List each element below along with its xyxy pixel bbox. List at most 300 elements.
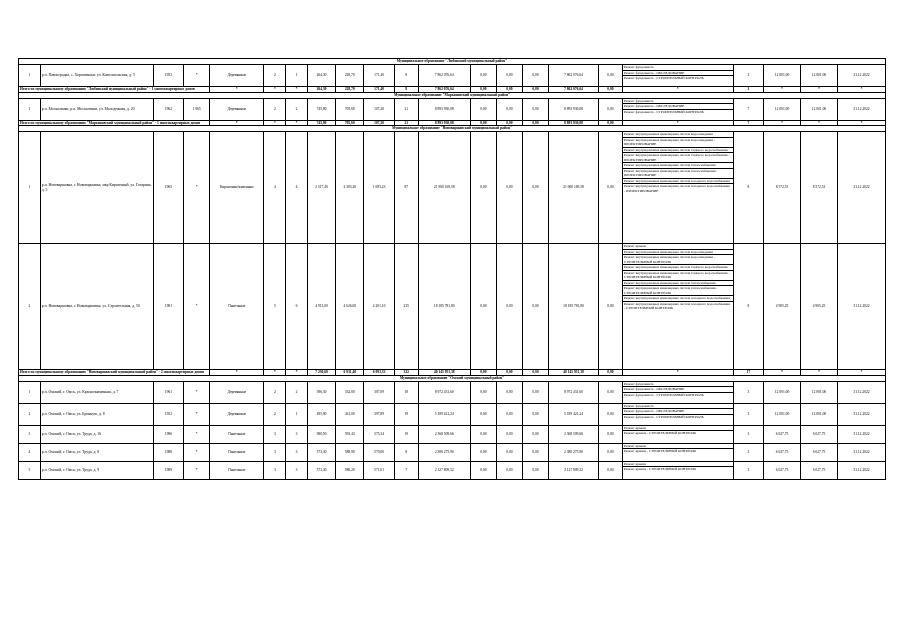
cell-entrances: 2 (286, 98, 308, 120)
table-row (19, 403, 886, 425)
table-row (19, 98, 886, 120)
cell-c3: 0,00 (522, 403, 548, 425)
cell-area: 580,50 (307, 425, 335, 443)
cell-n1: 3 (733, 65, 763, 87)
cell-floors: 3 (264, 461, 286, 479)
cell-c5: 0,00 (598, 425, 622, 443)
cell-c2: 0,00 (496, 461, 522, 479)
cell-c2: 0,00 (496, 381, 522, 403)
total-value: 322 (394, 370, 418, 376)
work-item: Ремонт фундамента - СТРОИТЕЛЬНЫЙ КОНТРОЛЬ (623, 109, 704, 114)
cell-n3: 4 905,25 (801, 244, 838, 370)
building-address: р.п. Омский, г. Омск, ул. Труда, д. 9 (40, 461, 153, 479)
cell-n3: 12 001,00 (801, 381, 838, 403)
cell-area: 573,30 (307, 461, 335, 479)
total-value: 8 893 930,08 (549, 120, 599, 126)
cell-area2: 431,00 (336, 403, 364, 425)
total-value: * (264, 87, 286, 93)
cell-area3: 570,00 (364, 443, 394, 461)
cell-cost: 8 893 930,08 (418, 98, 470, 120)
work-item: Ремонт фундамента - ОБСЛЕДОВАНИЕ (623, 71, 733, 77)
cell-area2: 4 626,00 (336, 244, 364, 370)
cell-date: 31.12.2022 (837, 443, 885, 461)
work-item: Ремонт фундамента - ОБСЛЕДОВАНИЕ (623, 104, 733, 110)
work-item: Ремонт внутридомовых инженерных систем теплоснабжения - ПРОЕКТИРОВАНИЕ (623, 169, 733, 179)
work-item: Ремонт внутридомовых инженерных систем теплоснабжения (623, 163, 733, 169)
total-value: * (837, 370, 885, 376)
cell-c1: 0,00 (470, 65, 496, 87)
total-value: * (210, 87, 264, 93)
cell-n1: 8 (733, 132, 763, 244)
total-value: * (286, 370, 308, 376)
work-item: Ремонт внутридомовых инженерных систем водоотведения - ПРОЕКТИРОВАНИЕ (623, 138, 733, 148)
cell-n3: 6 027,75 (801, 425, 838, 443)
cell-date: 31.12.2022 (837, 98, 885, 120)
work-item: Ремонт крыши (623, 462, 733, 468)
total-value: 745,80 (307, 120, 335, 126)
table-row (19, 381, 886, 403)
work-item: Ремонт внутридомовых инженерных систем горячего водоснабжения (623, 148, 733, 154)
cell-date: 31.12.2022 (837, 244, 885, 370)
cell-area3: 571,01 (364, 461, 394, 479)
cell-n2: 6 027,75 (764, 425, 801, 443)
cell-c4: 7 862 076,64 (549, 65, 599, 87)
row-number: 3 (19, 425, 41, 443)
table-row (19, 425, 886, 443)
total-value: * (210, 370, 264, 376)
cell-n2: 12 001,00 (764, 403, 801, 425)
cell-area3: 4 201,10 (364, 244, 394, 370)
cell-date: 31.12.2022 (837, 403, 885, 425)
cell-n3: 6 027,75 (801, 461, 838, 479)
cell-n3: 8 572,51 (801, 132, 838, 244)
cell-area3: 1 693,23 (364, 132, 394, 244)
cell-year2: * (184, 443, 210, 461)
work-item: Ремонт крыши (623, 426, 733, 432)
cell-entrances: 3 (286, 425, 308, 443)
work-item: Ремонт фундамента (623, 382, 733, 388)
cell-entrances: 4 (286, 132, 308, 244)
total-value: * (764, 87, 801, 93)
cell-year: 1981 (153, 244, 183, 370)
building-address: р.п. Павлоградка, с. Хорошеньки, ул. Комсомольская, д. 5 (40, 65, 153, 87)
building-address: р.п. Омский, г. Омск, ул. Труда, д. 16 (40, 425, 153, 443)
total-value: * (264, 370, 286, 376)
total-label: Итого по муниципальному образованию "Нововаршавский муниципальный район" - 2 многоквартирных домов (19, 370, 210, 376)
cell-people: 7 (394, 461, 418, 479)
cell-c4: 5 189 421,24 (549, 403, 599, 425)
work-item: Ремонт внутридомовых инженерных систем холодного водоснабжения (623, 179, 733, 185)
row-number: 4 (19, 443, 41, 461)
total-value: * (622, 370, 733, 376)
cell-n3: 6 027,75 (801, 443, 838, 461)
work-item: Ремонт внутридомовых инженерных систем холодного водоснабжения (623, 296, 733, 302)
total-value: 0,00 (598, 87, 622, 93)
cell-area3: 107,20 (364, 98, 394, 120)
cell-year2: * (184, 403, 210, 425)
cell-year2: * (184, 244, 210, 370)
cell-date: 31.12.2022 (837, 425, 885, 443)
cell-area2: 228,70 (336, 65, 364, 87)
total-value: 3 (733, 87, 763, 93)
total-value: 7 862 076,64 (549, 87, 599, 93)
work-item: Ремонт внутридомовых инженерных систем теплоснабжения - СТРОИТЕЛЬНЫЙ КОНТРОЛЬ (623, 286, 733, 296)
cell-c5: 0,00 (598, 98, 622, 120)
total-value: 0,00 (522, 87, 548, 93)
cell-floors: 2 (264, 381, 286, 403)
total-value: 0,00 (496, 87, 522, 93)
cell-n1: 7 (733, 98, 763, 120)
total-value: * (264, 120, 286, 126)
cell-people: 8 (394, 443, 418, 461)
work-item: Ремонт крыши - СТРОИТЕЛЬНЫЙ КОНТРОЛЬ (623, 431, 697, 436)
total-value: * (764, 370, 801, 376)
total-value: * (837, 120, 885, 126)
cell-material: Панельные (210, 425, 264, 443)
cell-area3: 575,34 (364, 425, 394, 443)
total-label: Итого по муниципальному образованию "Марьяновский муниципальный район" - 1 многоквартирных домов (19, 120, 210, 126)
total-value: 0,00 (470, 120, 496, 126)
total-value: 0,00 (598, 370, 622, 376)
building-address: р.п. Москаленки, р.п. Москаленки, ул. Молодежная, д. 20 (40, 98, 153, 120)
row-number: 1 (19, 381, 41, 403)
work-item: Ремонт фундамента - СТРОИТЕЛЬНЫЙ КОНТРОЛЬ (623, 76, 704, 80)
total-value: * (622, 120, 733, 126)
cell-c1: 0,00 (470, 132, 496, 244)
cell-area: 573,30 (307, 443, 335, 461)
table-row (19, 443, 886, 461)
cell-entrances: 6 (286, 244, 308, 370)
total-value: * (622, 87, 733, 93)
cell-year: 1952 (153, 403, 183, 425)
total-value: 7 (733, 120, 763, 126)
cell-area3: 171,40 (364, 65, 394, 87)
cell-cost: 5 189 421,24 (418, 403, 470, 425)
section-title: Муниципальное образование "Марьяновский муниципальный район" (19, 92, 886, 98)
cell-c5: 0,00 (598, 443, 622, 461)
cell-people: 87 (394, 132, 418, 244)
cell-floors: 3 (264, 443, 286, 461)
cell-c2: 0,00 (496, 425, 522, 443)
works-list (622, 65, 733, 87)
work-item: Ремонт внутридомовых инженерных систем горячего водоснабжения - СТРОИТЕЛЬНЫЙ КОНТРОЛЬ (623, 271, 733, 281)
cell-cost: 8 972 431,60 (418, 381, 470, 403)
cell-entrances: 3 (286, 443, 308, 461)
total-value: 40 145 951,38 (418, 370, 470, 376)
total-value: 228,70 (336, 87, 364, 93)
cell-n1: 3 (733, 461, 763, 479)
cell-c3: 0,00 (522, 65, 548, 87)
cell-floors: 2 (264, 65, 286, 87)
works-list (622, 98, 733, 120)
cell-area: 745,80 (307, 98, 335, 120)
cell-n1: 8 (733, 244, 763, 370)
total-value: * (210, 120, 264, 126)
cell-c3: 0,00 (522, 98, 548, 120)
total-value: 171,40 (364, 87, 394, 93)
cell-c2: 0,00 (496, 132, 522, 244)
cell-area2: 2 303,20 (336, 132, 364, 244)
cell-area: 396,30 (307, 381, 335, 403)
work-item: Ремонт фундамента - ОБСЛЕДОВАНИЕ (623, 387, 733, 393)
works-list (622, 403, 733, 425)
cell-material: Панельные (210, 244, 264, 370)
cell-area2: 332,00 (336, 381, 364, 403)
section-title: Муниципальное образование "Любинский муниципальный район" (19, 59, 886, 65)
cell-c1: 0,00 (470, 461, 496, 479)
cell-c4: 8 893 930,08 (549, 98, 599, 120)
work-item: Ремонт внутридомовых инженерных систем водоотведения (623, 132, 733, 138)
total-value: 0,00 (598, 120, 622, 126)
cell-n1: 3 (733, 425, 763, 443)
work-item: Ремонт крыши - СТРОИТЕЛЬНЫЙ КОНТРОЛЬ (623, 449, 697, 454)
total-value: 0,00 (470, 87, 496, 93)
cell-c1: 0,00 (470, 381, 496, 403)
cell-year: 1961 (153, 381, 183, 403)
row-number: 1 (19, 132, 41, 244)
cell-date: 31.12.2022 (837, 381, 885, 403)
cell-c4: 2 368 509,66 (549, 425, 599, 443)
cell-year: 1962 (153, 98, 183, 120)
works-list (622, 381, 733, 403)
works-list (622, 425, 733, 443)
total-value: 8 893 930,08 (418, 120, 470, 126)
cell-c3: 0,00 (522, 425, 548, 443)
section-title: Муниципальное образование "Омский муниципальный район" (19, 375, 886, 381)
work-item: Ремонт фундамента (623, 99, 733, 105)
total-value: * (837, 87, 885, 93)
total-value: * (286, 87, 308, 93)
cell-c2: 0,00 (496, 65, 522, 87)
section-title: Муниципальное образование "Нововаршавский муниципальный район" (19, 126, 886, 132)
cell-c2: 0,00 (496, 403, 522, 425)
work-item: Ремонт внутридомовых инженерных систем теплоснабжения (623, 281, 733, 287)
work-item: Ремонт крыши (623, 244, 733, 250)
work-item: Ремонт фундамента - СТРОИТЕЛЬНЫЙ КОНТРОЛЬ (623, 392, 704, 397)
work-item: Ремонт крыши - СТРОИТЕЛЬНЫЙ КОНТРОЛЬ (623, 467, 697, 472)
work-item: Ремонт фундамента - ОБСЛЕДОВАНИЕ (623, 409, 733, 415)
table-row (19, 244, 886, 370)
cell-c3: 0,00 (522, 381, 548, 403)
total-label: Итого по муниципальному образованию "Любинский муниципальный район" - 1 многоквартирных домов (19, 87, 210, 93)
total-value: 0,00 (496, 370, 522, 376)
work-item: Ремонт внутридомовых инженерных систем водоотведения (623, 250, 733, 256)
cell-people: 8 (394, 65, 418, 87)
cell-people: 19 (394, 425, 418, 443)
cell-c3: 0,00 (522, 461, 548, 479)
cell-floors: 2 (264, 98, 286, 120)
cell-c1: 0,00 (470, 244, 496, 370)
table-row (19, 65, 886, 87)
cell-c4: 2 380 275,90 (549, 443, 599, 461)
cell-floors: 3 (264, 425, 286, 443)
cell-c5: 0,00 (598, 65, 622, 87)
cell-material: Кирпичные/каменные (210, 132, 264, 244)
table-row (19, 461, 886, 479)
row-number: 1 (19, 65, 41, 87)
cell-floors: 4 (264, 132, 286, 244)
row-number: 1 (19, 98, 41, 120)
cell-material: Деревянные (210, 65, 264, 87)
building-address: р.п. Омский, г. Омск, ул. Труда, д. 8 (40, 443, 153, 461)
cell-year2: * (184, 65, 210, 87)
total-value: * (801, 87, 838, 93)
total-value: 8 (394, 87, 418, 93)
cell-area2: 586,20 (336, 461, 364, 479)
cell-c2: 0,00 (496, 98, 522, 120)
cell-area2: 593,43 (336, 425, 364, 443)
cell-entrances: 2 (286, 381, 308, 403)
cell-people: 235 (394, 244, 418, 370)
row-number: 2 (19, 244, 41, 370)
work-item: Ремонт внутридомовых инженерных систем горячего водоснабжения - ПРОЕКТИРОВАНИЕ (623, 153, 733, 163)
cell-floors: 2 (264, 403, 286, 425)
total-value: 0,00 (522, 120, 548, 126)
cell-c1: 0,00 (470, 443, 496, 461)
works-list (622, 461, 733, 479)
cell-n3: 12 001,00 (801, 65, 838, 87)
works-list (622, 443, 733, 461)
cell-material: Деревянные (210, 98, 264, 120)
cell-area: 495,90 (307, 403, 335, 425)
cell-c2: 0,00 (496, 443, 522, 461)
cell-n2: 12 001,00 (764, 381, 801, 403)
cell-material: Панельные (210, 443, 264, 461)
total-value: 6 931,40 (336, 370, 364, 376)
cell-year2: * (184, 381, 210, 403)
cell-n2: 12 001,00 (764, 65, 801, 87)
cell-cost: 2 127 809,52 (418, 461, 470, 479)
cell-year: 1988 (153, 443, 183, 461)
cell-c5: 0,00 (598, 381, 622, 403)
cell-n1: 3 (733, 403, 763, 425)
cell-c3: 0,00 (522, 443, 548, 461)
total-value: 6 093,33 (364, 370, 394, 376)
cell-area3: 397,89 (364, 403, 394, 425)
work-item: Ремонт внутридомовых инженерных систем холодного водоснабжения - СТРОИТЕЛЬНЫЙ КОНТРОЛЬ (623, 301, 730, 311)
cell-c5: 0,00 (598, 461, 622, 479)
cell-c3: 0,00 (522, 244, 548, 370)
work-item: Ремонт крыши (623, 444, 733, 450)
total-value: 0,00 (496, 120, 522, 126)
total-value: 705,60 (336, 120, 364, 126)
cell-area: 264,30 (307, 65, 335, 87)
total-value: 21 (394, 120, 418, 126)
cell-n2: 4 905,25 (764, 244, 801, 370)
cell-cost: 7 862 076,64 (418, 65, 470, 87)
cell-cost: 2 380 275,90 (418, 443, 470, 461)
total-value: 7 230,60 (307, 370, 335, 376)
cell-c5: 0,00 (598, 244, 622, 370)
total-value: 40 145 951,38 (549, 370, 599, 376)
work-item: Ремонт внутридомовых инженерных систем холодного водоснабжения - ПРОЕКТИРОВАНИЕ (623, 184, 730, 193)
works-list (622, 132, 733, 244)
cell-area2: 705,60 (336, 98, 364, 120)
cell-c5: 0,00 (598, 132, 622, 244)
total-value: 0,00 (470, 370, 496, 376)
total-value: 107,20 (364, 120, 394, 126)
cell-year2: 1 965 (184, 98, 210, 120)
cell-year: 1989 (153, 461, 183, 479)
table-row (19, 132, 886, 244)
cell-year2: * (184, 461, 210, 479)
cell-area: 2 517,40 (307, 132, 335, 244)
cell-c4: 21 960 169,58 (549, 132, 599, 244)
cell-c1: 0,00 (470, 98, 496, 120)
cell-floors: 5 (264, 244, 286, 370)
register-sheet (18, 58, 886, 480)
total-value: 7 862 076,64 (418, 87, 470, 93)
total-value: * (801, 120, 838, 126)
cell-c5: 0,00 (598, 403, 622, 425)
cell-n1: 3 (733, 381, 763, 403)
total-value: 264,30 (307, 87, 335, 93)
building-address: р.п. Нововаршавка, г. Нововаршавка, мкр Кирпичный, ул. Гагарина, д. 5 (40, 132, 153, 244)
cell-entrances: 3 (286, 461, 308, 479)
work-item: Ремонт внутридомовых инженерных систем водоотведения - СТРОИТЕЛЬНЫЙ КОНТРОЛЬ (623, 255, 733, 265)
cell-entrances: 1 (286, 403, 308, 425)
cell-date: 31.12.2022 (837, 65, 885, 87)
cell-c1: 0,00 (470, 425, 496, 443)
cell-c3: 0,00 (522, 132, 548, 244)
row-number: 5 (19, 461, 41, 479)
cell-n2: 8 572,51 (764, 132, 801, 244)
building-address: р.п. Омский, г. Омск, ул. Краснознаменная, д. 7 (40, 381, 153, 403)
cell-date: 31.12.2022 (837, 132, 885, 244)
cell-material: Панельные (210, 461, 264, 479)
cell-n2: 6 027,75 (764, 443, 801, 461)
work-item: Ремонт внутридомовых инженерных систем горячего водоснабжения (623, 265, 733, 271)
cell-n1: 3 (733, 443, 763, 461)
total-value: * (764, 120, 801, 126)
total-value: * (801, 370, 838, 376)
cell-cost: 2 368 509,66 (418, 425, 470, 443)
cell-people: 18 (394, 381, 418, 403)
total-value: 17 (733, 370, 763, 376)
cell-entrances: 1 (286, 65, 308, 87)
cell-c4: 2 127 809,52 (549, 461, 599, 479)
total-value: * (286, 120, 308, 126)
cell-area2: 588,90 (336, 443, 364, 461)
cell-people: 21 (394, 98, 418, 120)
cell-c1: 0,00 (470, 403, 496, 425)
cell-cost: 21 960 169,58 (418, 132, 470, 244)
cell-year: 1986 (153, 425, 183, 443)
work-item: Ремонт фундамента - СТРОИТЕЛЬНЫЙ КОНТРОЛЬ (623, 414, 704, 419)
cell-n2: 6 027,75 (764, 461, 801, 479)
cell-n3: 12 001,00 (801, 403, 838, 425)
cell-c4: 18 185 781,80 (549, 244, 599, 370)
cell-n2: 12 001,00 (764, 98, 801, 120)
cell-year2: * (184, 132, 210, 244)
building-address: р.п. Омский, г. Омск, ул. Бронную, д. 8 (40, 403, 153, 425)
cell-material: Деревянные (210, 381, 264, 403)
cell-area3: 307,09 (364, 381, 394, 403)
cell-c2: 0,00 (496, 244, 522, 370)
cell-year2: * (184, 425, 210, 443)
cell-area: 4 913,00 (307, 244, 335, 370)
cell-people: 19 (394, 403, 418, 425)
work-item: Ремонт фундамента (623, 65, 733, 71)
capital-repair-table (18, 58, 886, 480)
cell-n3: 12 001,00 (801, 98, 838, 120)
cell-date: 31.12.2022 (837, 461, 885, 479)
building-address: р.п. Нововаршавка, г. Нововаршавка, ул. Строительная, д. 50 (40, 244, 153, 370)
works-list (622, 244, 733, 370)
cell-material: Деревянные (210, 403, 264, 425)
work-item: Ремонт фундамента (623, 404, 733, 410)
cell-cost: 18 185 781,80 (418, 244, 470, 370)
